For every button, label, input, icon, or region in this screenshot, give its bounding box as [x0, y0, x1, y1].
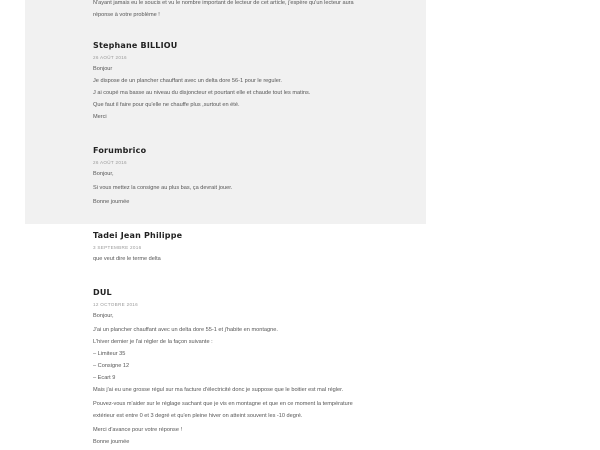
comment-author[interactable]: Stephane BILLIOU	[93, 41, 178, 50]
comment-text-line: Bonjour	[93, 66, 113, 72]
comment-text-line: J ai coupé ma basse au niveau du disjoncteur et pourtant elle et chaude tout les matins.	[93, 90, 311, 96]
comment-text-line: L'hiver dernier je l'ai régler de la façon suivante :	[93, 339, 213, 345]
comment-text-line: que veut dire le terme delta	[93, 256, 161, 262]
comment-author[interactable]: Forumbrico	[93, 146, 147, 155]
comment-reply-fragment	[93, 0, 423, 19]
comment-forumbrico	[93, 146, 423, 206]
comment-author[interactable]: DUL	[93, 288, 112, 297]
comment-text-line: Si vous mettez la consigne au plus bas, ça devrait jouer.	[93, 185, 233, 191]
comment-text-line: réponse à votre problème !	[93, 12, 160, 18]
comment-date[interactable]: 12 OCTOBRE 2016	[93, 302, 139, 307]
comment-text-line: N'ayant jamais eu le soucis et vu le nombre important de lecteur de cet article, j'espère qu'un lecteur aura	[93, 0, 354, 6]
comment-text-line: Bonjour,	[93, 171, 114, 177]
comment-tadei-jean-philippe	[93, 231, 423, 263]
comment-text-line: Pouvez-vous m'aider sur le réglage sachant que je vis en montagne et que en ce moment la température	[93, 401, 353, 407]
comment-text-line: – Consigne 12	[93, 363, 130, 369]
comment-stephane-billiou	[93, 41, 423, 121]
comment-text-line: Je dispose de un plancher chauffant avec un delta dore 56-1 pour le reguler.	[93, 78, 282, 84]
comment-text-line: – Ecart 9	[93, 375, 116, 381]
comment-date[interactable]: 26 AOÛT 2016	[93, 160, 127, 165]
comment-text-line: – Limiteur 35	[93, 351, 126, 357]
comment-author[interactable]: Tadei Jean Philippe	[93, 231, 183, 240]
comment-text-line: Bonne journée	[93, 199, 130, 205]
comment-text-line: extérieur est entre 0 et 3 degré et qu'en pleine hiver on atteint souvent les -10 degré.	[93, 413, 303, 419]
comment-text-line: Bonjour,	[93, 313, 114, 319]
comment-text-line: Merci d'avance pour votre réponse !	[93, 427, 183, 433]
comment-date[interactable]: 26 AOÛT 2016	[93, 55, 127, 60]
comment-text-line: Bonne journée	[93, 439, 130, 445]
comment-date[interactable]: 3 SEPTEMBRE 2016	[93, 245, 142, 250]
comment-text-line: Que faut il faire pour qu'elle ne chauffe plus ,surtout en été.	[93, 102, 240, 108]
comment-text-line: J'ai un plancher chauffant avec un delta dore 55-1 et j'habite en montagne.	[93, 327, 278, 333]
comment-text-line: Mais j'ai eu une grosse régul sur ma facture d'électricité donc je suppose que le boitier est mal régler.	[93, 387, 344, 393]
comment-dul	[93, 288, 423, 446]
comment-text-line: Merci	[93, 114, 107, 120]
